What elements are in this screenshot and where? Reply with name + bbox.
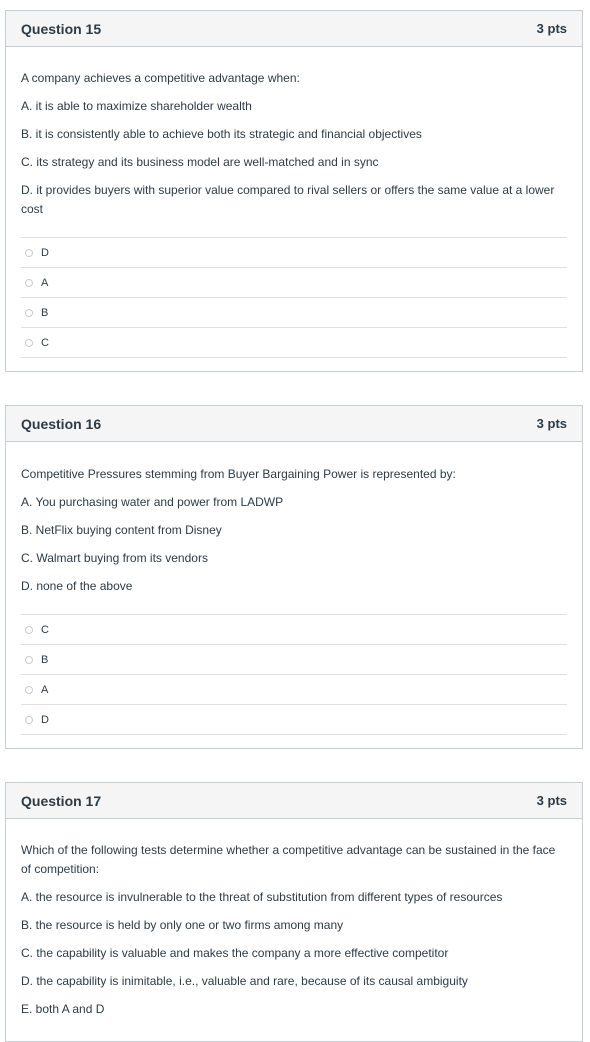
- answer-option[interactable]: [21, 615, 567, 645]
- question-16: [5, 405, 583, 749]
- question-body: [6, 819, 582, 1019]
- question-body: [6, 47, 582, 358]
- answer-label[interactable]: B: [41, 306, 49, 319]
- question-title: Question 16: [21, 415, 102, 432]
- question-points: 3 pts: [536, 21, 567, 36]
- radio-button[interactable]: [25, 279, 33, 287]
- answer-label[interactable]: A: [41, 683, 49, 696]
- choice-text: D. it provides buyers with superior value compared to rival sellers or offers the same value at a lower cost: [21, 183, 555, 216]
- answer-option[interactable]: [21, 238, 567, 268]
- choice-text: B. NetFlix buying content from Disney: [21, 523, 222, 537]
- answer-option[interactable]: [21, 645, 567, 675]
- answer-label[interactable]: B: [41, 653, 49, 666]
- question-title: Question 15: [21, 20, 102, 37]
- question-body: [6, 442, 582, 735]
- answer-label[interactable]: D: [41, 713, 49, 726]
- question-17: [5, 782, 583, 1042]
- choice-text: C. the capability is valuable and makes the company a more effective competitor: [21, 946, 449, 960]
- question-text: Competitive Pressures stemming from Buyer Bargaining Power is represented by:: [21, 467, 456, 481]
- question-header: [6, 406, 582, 442]
- question-header: [6, 11, 582, 47]
- choice-text: D. the capability is inimitable, i.e., valuable and rare, because of its causal ambiguity: [21, 974, 468, 988]
- radio-button[interactable]: [25, 309, 33, 317]
- question-15: [5, 10, 583, 372]
- question-title: Question 17: [21, 792, 102, 809]
- radio-button[interactable]: [25, 686, 33, 694]
- answer-option[interactable]: [21, 298, 567, 328]
- choice-text: D. none of the above: [21, 579, 133, 593]
- answer-label[interactable]: C: [41, 623, 49, 636]
- answer-option[interactable]: [21, 675, 567, 705]
- answer-list: [21, 237, 567, 358]
- question-text: A company achieves a competitive advantage when:: [21, 71, 300, 85]
- choice-text: E. both A and D: [21, 1002, 105, 1016]
- answer-label[interactable]: C: [41, 336, 49, 349]
- question-header: [6, 783, 582, 819]
- answer-list: [21, 614, 567, 735]
- radio-button[interactable]: [25, 339, 33, 347]
- radio-button[interactable]: [25, 656, 33, 664]
- choice-text: A. it is able to maximize shareholder wealth: [21, 99, 252, 113]
- answer-option[interactable]: [21, 328, 567, 358]
- answer-label[interactable]: A: [41, 276, 49, 289]
- choice-text: B. the resource is held by only one or two firms among many: [21, 918, 344, 932]
- question-points: 3 pts: [536, 416, 567, 431]
- answer-label[interactable]: D: [41, 246, 49, 259]
- question-points: 3 pts: [536, 793, 567, 808]
- choice-text: B. it is consistently able to achieve both its strategic and financial objectives: [21, 127, 422, 141]
- answer-option[interactable]: [21, 705, 567, 735]
- question-text: Which of the following tests determine whether a competitive advantage can be sustained in the face of competition:: [21, 843, 556, 876]
- answer-option[interactable]: [21, 268, 567, 298]
- choice-text: A. You purchasing water and power from LADWP: [21, 495, 284, 509]
- choice-text: C. Walmart buying from its vendors: [21, 551, 208, 565]
- choice-text: A. the resource is invulnerable to the threat of substitution from different types of resources: [21, 890, 503, 904]
- choice-text: C. its strategy and its business model are well-matched and in sync: [21, 155, 379, 169]
- radio-button[interactable]: [25, 716, 33, 724]
- radio-button[interactable]: [25, 249, 33, 257]
- radio-button[interactable]: [25, 626, 33, 634]
